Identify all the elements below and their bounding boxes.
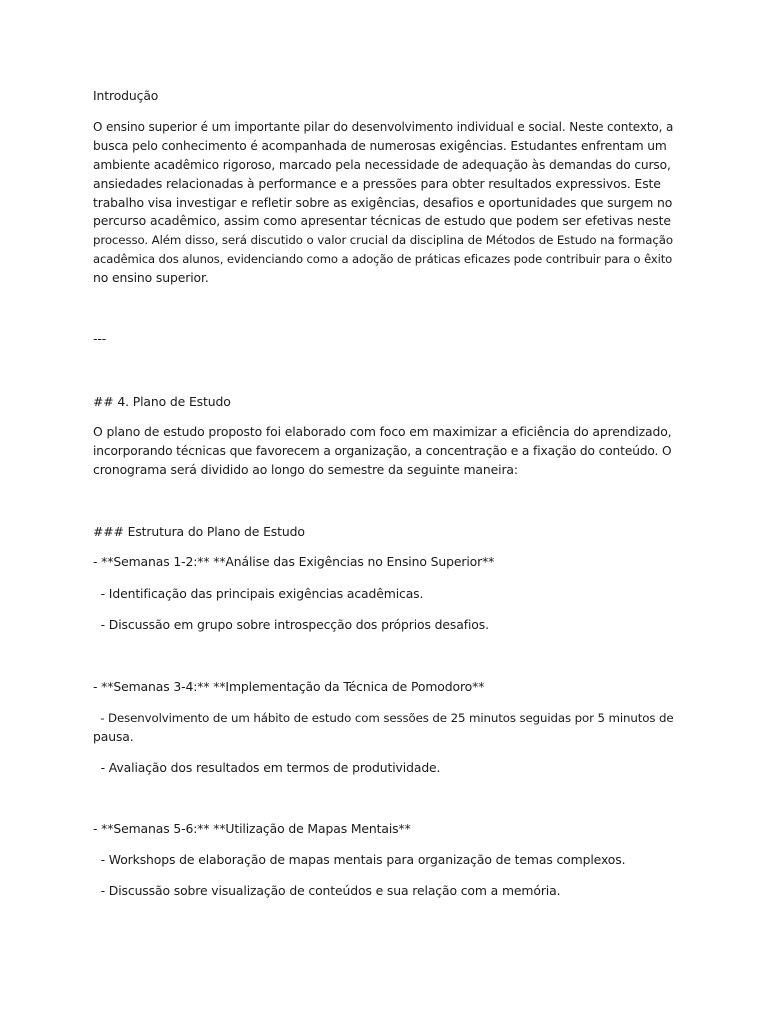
week-3-item-1: - Workshops de elaboração de mapas mentais para organização de temas complexos. — [93, 852, 626, 867]
week-2-item-1-cont: pausa. — [93, 729, 134, 744]
intro-title: Introdução — [93, 88, 159, 103]
intro-line-3: ambiente acadêmico rigoroso, marcado pela necessidade de adequação às demandas do curso, — [93, 158, 671, 172]
week-2-title: - **Semanas 3-4:** **Implementação da Técnica de Pomodoro** — [93, 679, 485, 694]
intro-line-8: acadêmica dos alunos, evidenciando como a adoção de práticas eficazes pode contribuir para o êxito — [93, 252, 673, 266]
intro-line-1: O ensino superior é um importante pilar do desenvolvimento individual e social. Neste contexto, a — [93, 120, 674, 134]
plan-line-3: cronograma será dividido ao longo do semestre da seguinte maneira: — [93, 462, 518, 477]
plan-line-2: incorporando técnicas que favorecem a organização, a concentração e a fixação do conteúdo. O — [93, 444, 672, 458]
week-2-item-2: - Avaliação dos resultados em termos de produtividade. — [93, 760, 441, 775]
intro-line-9: no ensino superior. — [93, 270, 209, 285]
intro-line-4: ansiedades relacionadas à performance e a pressões para obter resultados expressivos. Este — [93, 176, 661, 191]
separator: --- — [93, 331, 107, 346]
week-3-title: - **Semanas 5-6:** **Utilização de Mapas Mentais** — [93, 821, 411, 836]
intro-line-7: processo. Além disso, será discutido o valor crucial da disciplina de Métodos de Estudo na formação — [93, 233, 673, 247]
plan-line-1: O plano de estudo proposto foi elaborado com foco em maximizar a eficiência do aprendizado, — [93, 424, 672, 439]
section-heading: ## 4. Plano de Estudo — [93, 394, 231, 409]
week-1-item-1: - Identificação das principais exigências acadêmicas. — [93, 586, 424, 601]
week-1-title: - **Semanas 1-2:** **Análise das Exigências no Ensino Superior** — [93, 554, 495, 569]
week-1-item-2: - Discussão em grupo sobre introspecção dos próprios desafios. — [93, 617, 489, 632]
intro-line-6: percurso acadêmico, assim como apresentar técnicas de estudo que podem ser efetivas neste — [93, 213, 671, 228]
intro-line-5: trabalho visa investigar e refletir sobre as exigências, desafios e oportunidades que surgem no — [93, 195, 673, 210]
week-2-item-1: - Desenvolvimento de um hábito de estudo com sessões de 25 minutos seguidas por 5 minutos de — [93, 711, 674, 725]
week-3-item-2: - Discussão sobre visualização de conteúdos e sua relação com a memória. — [93, 883, 561, 898]
subsection-heading: ### Estrutura do Plano de Estudo — [93, 524, 305, 539]
intro-line-2: busca pelo conhecimento é acompanhada de numerosas exigências. Estudantes enfrentam um — [93, 139, 667, 153]
